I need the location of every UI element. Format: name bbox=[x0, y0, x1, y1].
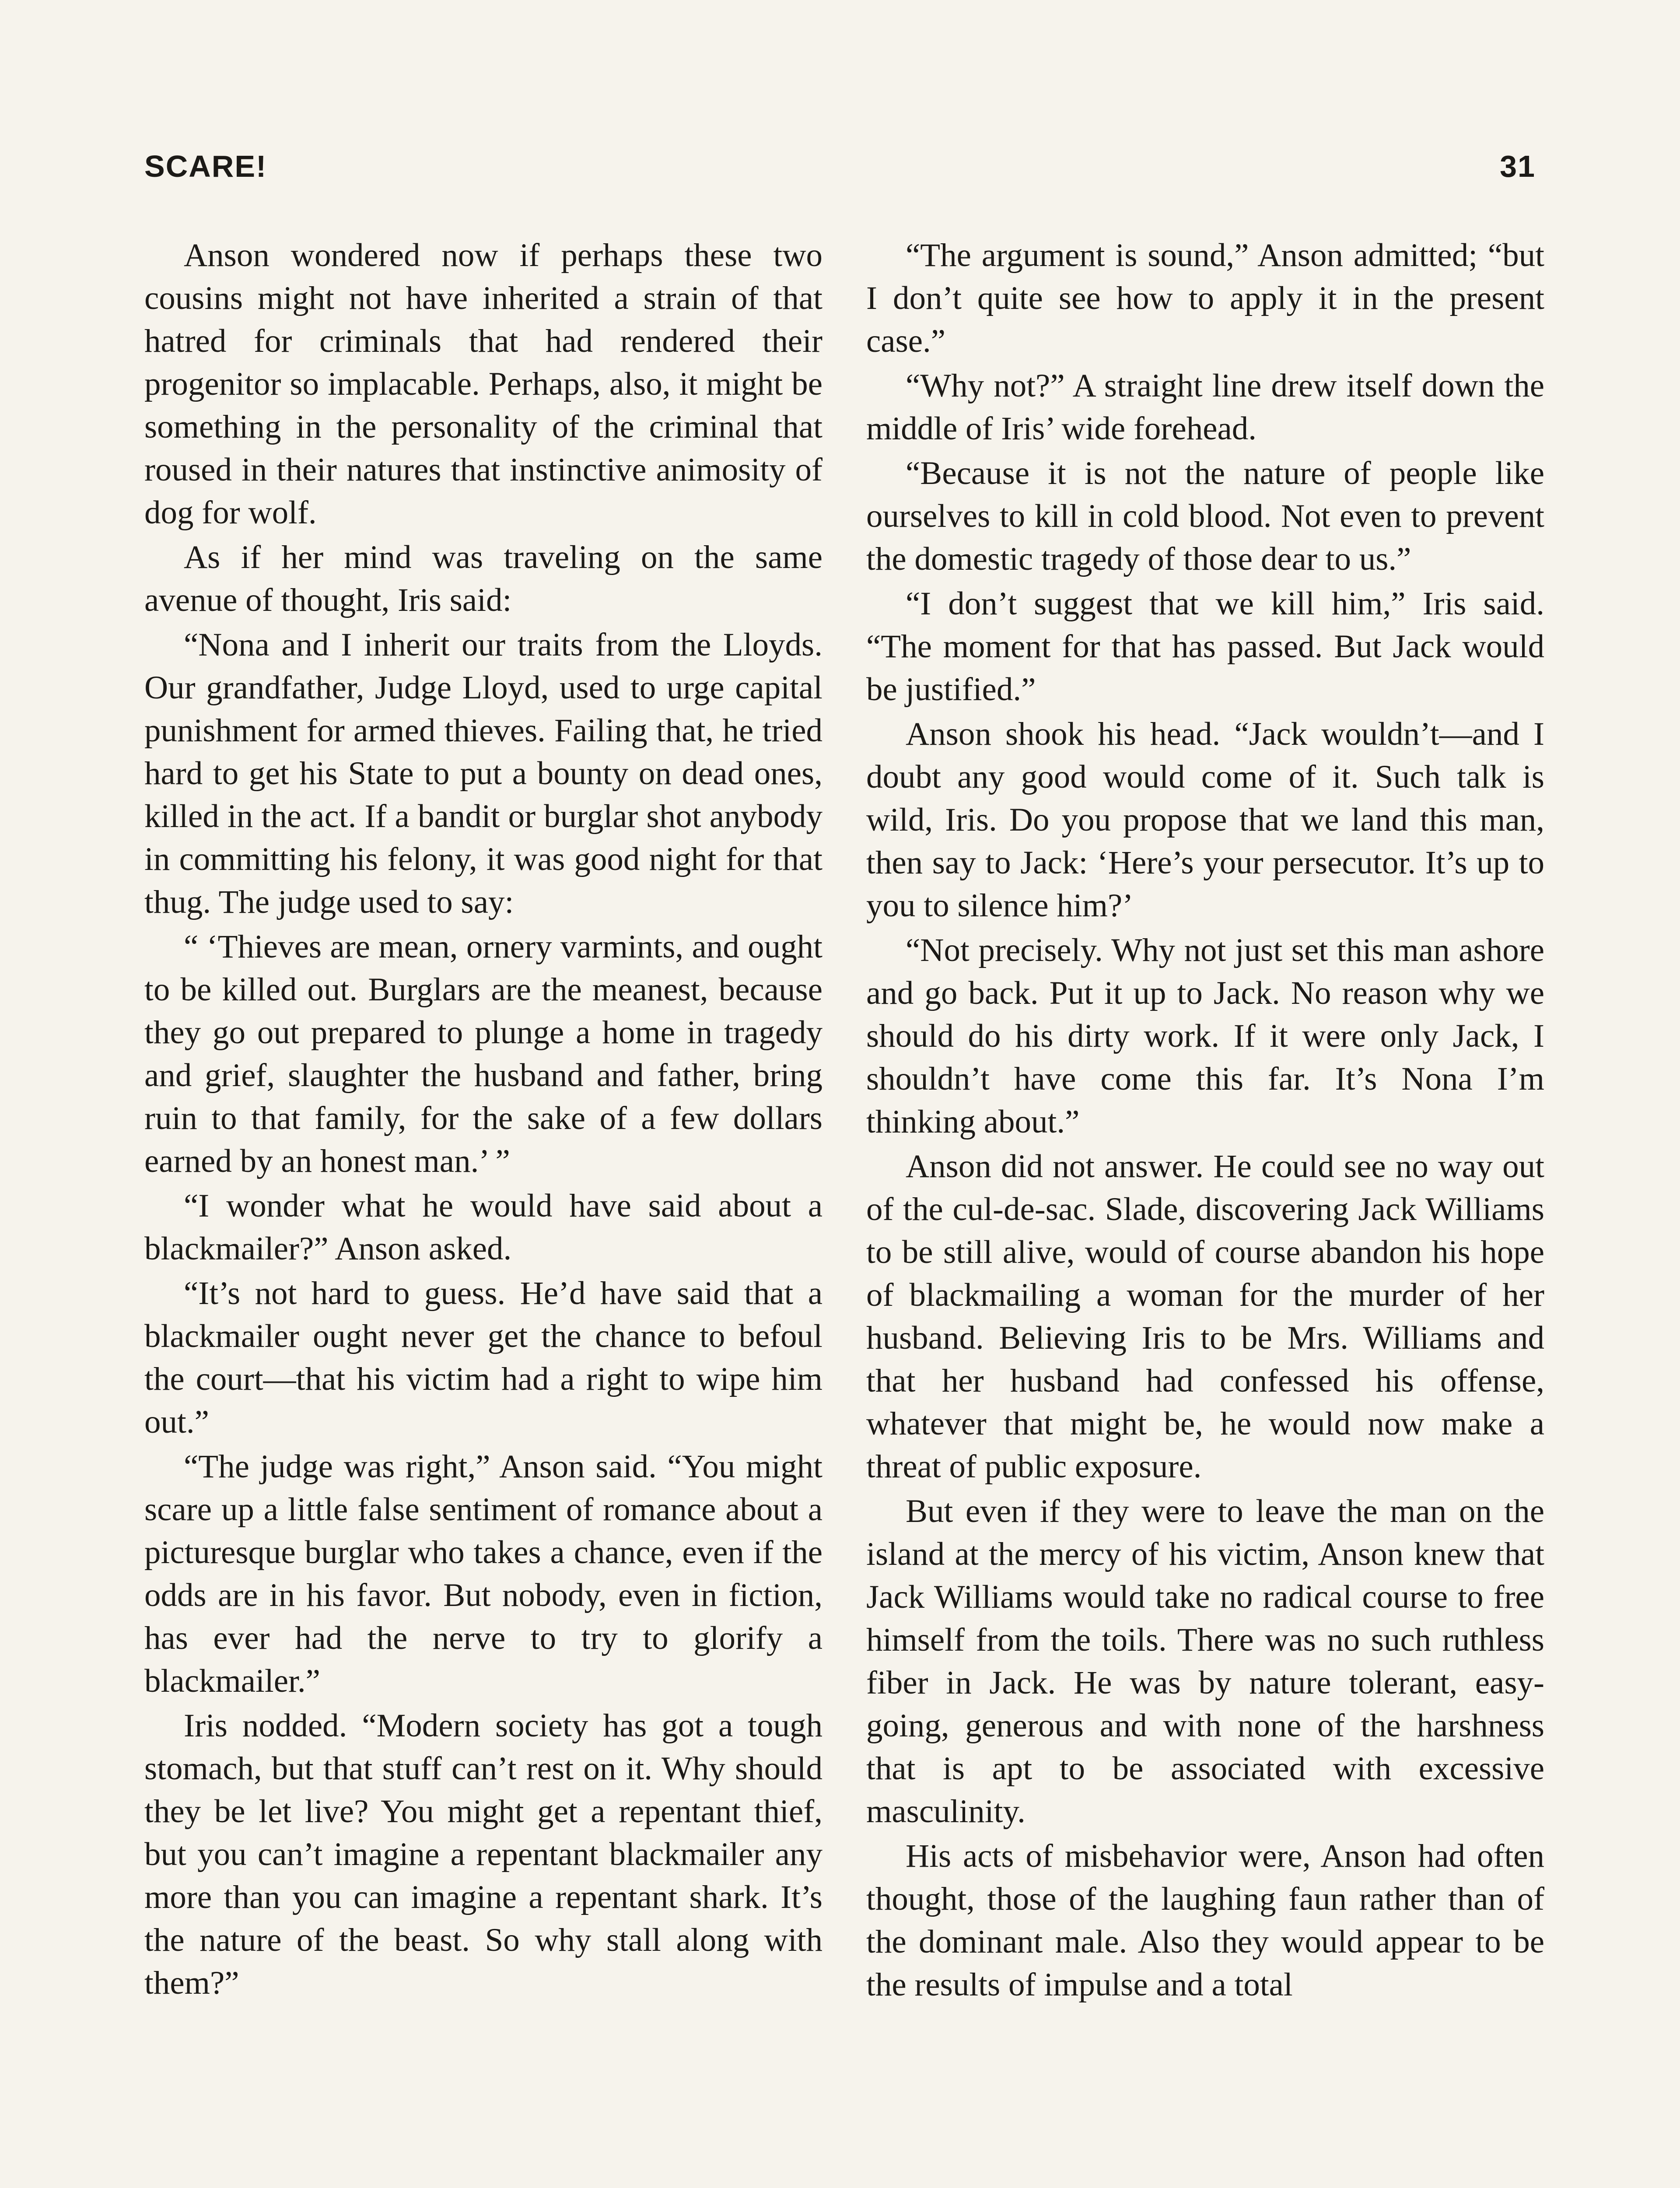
paragraph: As if her mind was traveling on the same avenue of thought, Iris said: bbox=[144, 539, 822, 618]
running-head bbox=[144, 149, 1536, 193]
paragraph: “It’s not hard to guess. He’d have said that a blackmailer ought never get the chance to befoul the court—that his victim had a right to wipe him out.” bbox=[144, 1275, 822, 1440]
paragraph: “Because it is not the nature of people like ourselves to kill in cold blood. Not even to prevent the domestic tragedy of those dear to us.” bbox=[866, 455, 1544, 577]
paragraph: “Nona and I inherit our traits from the Lloyds. Our grandfather, Judge Lloyd, used to urge capital punishment for armed thieves. Failing that, he tried hard to get his State to put a bounty on dead ones, killed in the act. If a bandit or burglar shot anybody in committing his felony, it was good night for that thug. The judge used to say: bbox=[144, 627, 822, 920]
paragraph: His acts of misbehavior were, Anson had often thought, those of the laughing faun rather than of the dominant male. Also they would appear to be the results of impulse and a total bbox=[866, 1838, 1544, 2003]
paragraph: Anson did not answer. He could see no way out of the cul-de-sac. Slade, discovering Jack Williams to be still alive, would of course abandon his hope of blackmailing a woman for the murder of her husband. Believing Iris to be Mrs. Williams and that her husband had confessed his offense, whatever that might be, he would now make a threat of public exposure. bbox=[866, 1148, 1544, 1485]
paragraph: “Not precisely. Why not just set this man ashore and go back. Put it up to Jack. No reason why we should do his dirty work. If it were only Jack, I shouldn’t have come this far. It’s Nona I’m thinking about.” bbox=[866, 932, 1544, 1140]
paragraph: Anson wondered now if perhaps these two cousins might not have inherited a strain of that hatred for criminals that had rendered their progenitor so implacable. Perhaps, also, it might be something in the personality of the criminal that roused in their natures that instinctive animosity of dog for wolf. bbox=[144, 237, 822, 531]
paragraph: But even if they were to leave the man on the island at the mercy of his victim, Anson knew that Jack Williams would take no radical course to free himself from the toils. There was no such ruthless fiber in Jack. He was by nature tolerant, easy-going, generous and with none of the harshness that is apt to be associated with excessive masculinity. bbox=[866, 1493, 1544, 1830]
right-column bbox=[866, 234, 1544, 2008]
paragraph: Iris nodded. “Modern society has got a tough stomach, but that stuff can’t rest on it. Why should they be let live? You might get a repentant thief, but you can’t imagine a repentant blackmailer any more than you can imagine a repentant shark. It’s the nature of the beast. So why stall along with them?” bbox=[144, 1708, 822, 2001]
paragraph: “The argument is sound,” Anson admitted; “but I don’t quite see how to apply it in the present case.” bbox=[866, 237, 1544, 359]
paragraph: “The judge was right,” Anson said. “You might scare up a little false sentiment of romance about a picturesque burglar who takes a chance, even if the odds are in his favor. But nobody, even in fiction, has ever had the nerve to try to glorify a blackmailer.” bbox=[144, 1448, 822, 1699]
page-number: 31 bbox=[1500, 149, 1536, 183]
paragraph: Anson shook his head. “Jack wouldn’t—and I doubt any good would come of it. Such talk is wild, Iris. Do you propose that we land this man, then say to Jack: ‘Here’s your persecutor. It’s up to you to silence him?’ bbox=[866, 716, 1544, 924]
left-column bbox=[144, 234, 822, 2006]
paragraph: “I don’t suggest that we kill him,” Iris said. “The moment for that has passed. But Jack would be justified.” bbox=[866, 586, 1544, 708]
paragraph: “Why not?” A straight line drew itself down the middle of Iris’ wide forehead. bbox=[866, 368, 1544, 447]
paragraph: “ ‘Thieves are mean, ornery varmints, and ought to be killed out. Burglars are the meanest, because they go out prepared to plunge a home in tragedy and grief, slaughter the husband and father, bring ruin to that family, for the sake of a few dollars earned by an honest man.’ ” bbox=[144, 929, 822, 1179]
paragraph: “I wonder what he would have said about a blackmailer?” Anson asked. bbox=[144, 1188, 822, 1267]
story-title: SCARE! bbox=[144, 149, 267, 183]
